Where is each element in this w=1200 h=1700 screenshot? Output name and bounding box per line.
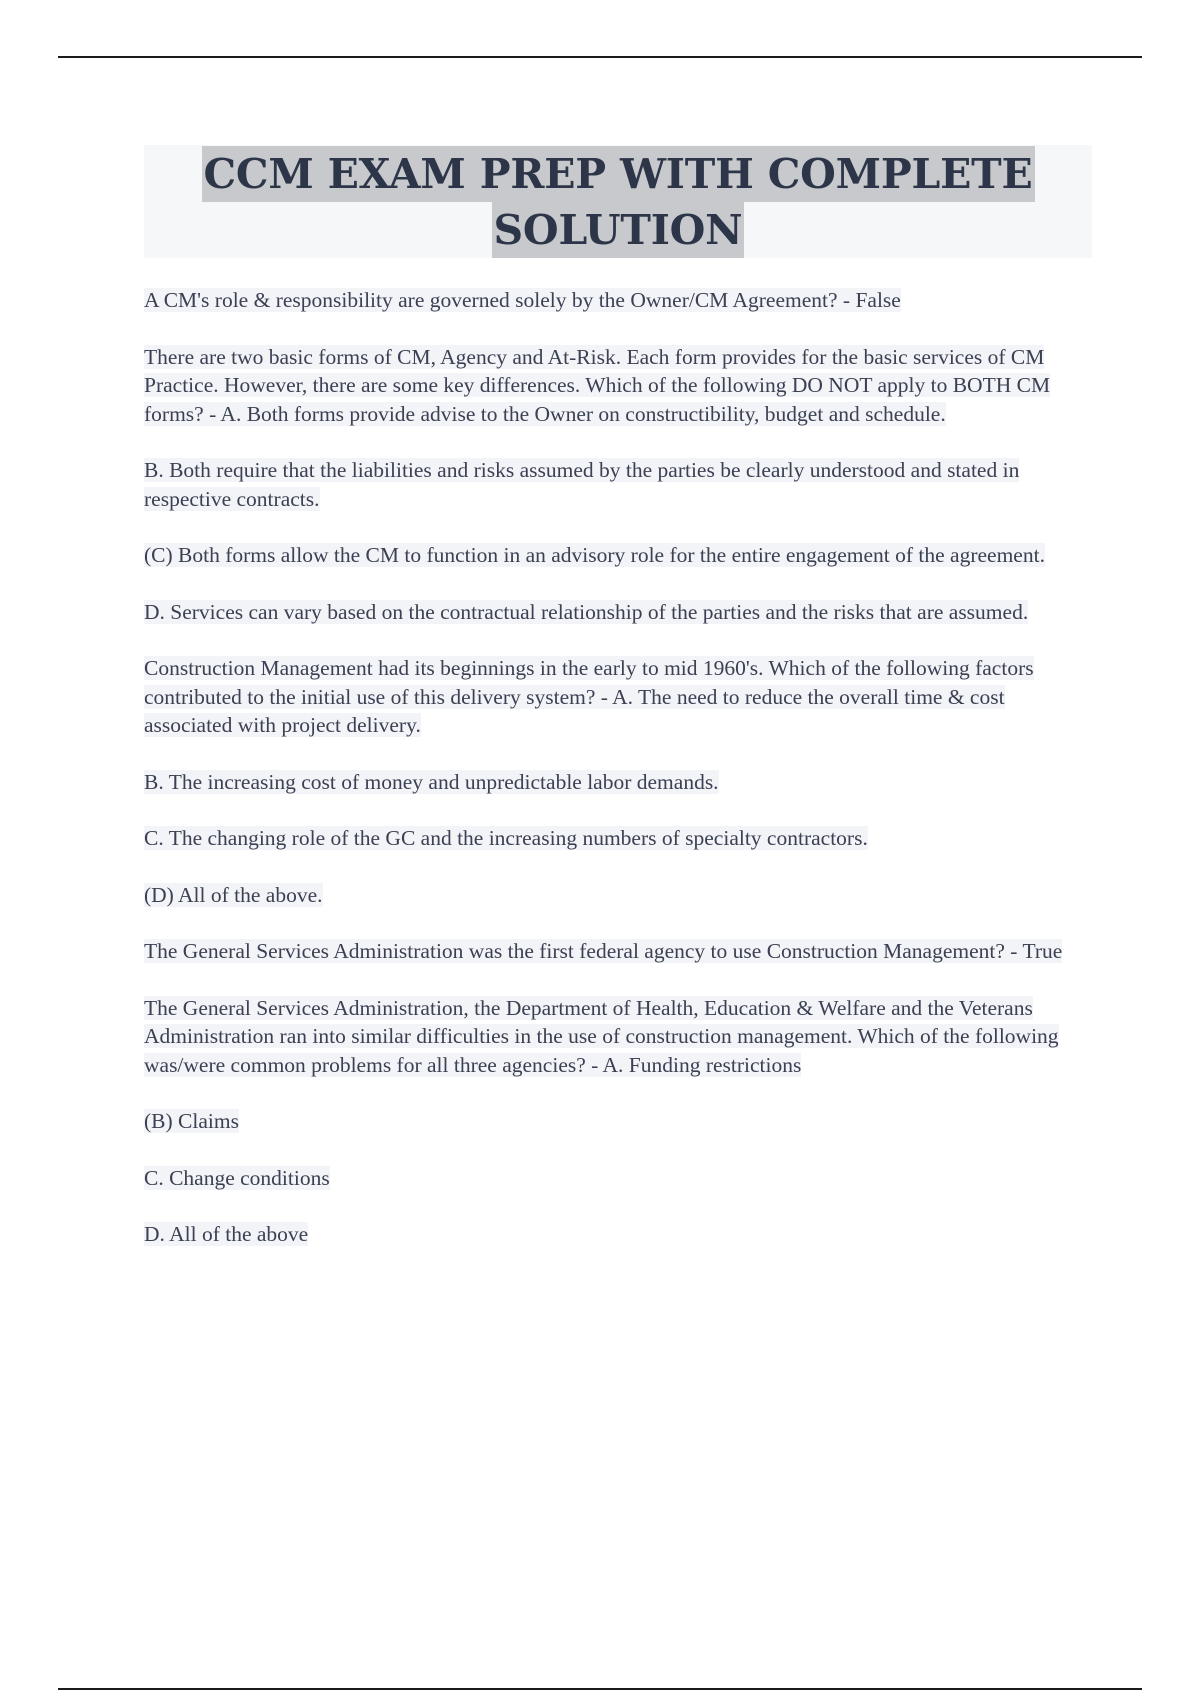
document-title-line-1: CCM EXAM PREP WITH COMPLETE — [202, 146, 1035, 202]
paragraph-text: The General Services Administration was the first federal agency to use Construction Management? - True — [144, 939, 1063, 963]
paragraph — [144, 768, 1084, 797]
paragraph-text: (D) All of the above. — [144, 882, 323, 907]
paragraph-text: B. Both require that the liabilities and risks assumed by the parties be clearly understood and stated in respective contracts. — [144, 458, 1020, 511]
paragraph — [144, 343, 1084, 429]
paragraph — [144, 1107, 1084, 1136]
paragraph — [144, 541, 1084, 570]
paragraph — [144, 598, 1084, 627]
paragraph — [144, 654, 1084, 740]
paragraph-text: D. All of the above — [144, 1222, 309, 1246]
title-banner — [144, 145, 1092, 258]
paragraph — [144, 1220, 1084, 1249]
paragraph — [144, 824, 1084, 853]
paragraph — [144, 937, 1084, 966]
header-rule — [58, 56, 1142, 58]
paragraph-text: D. Services can vary based on the contractual relationship of the parties and the risks that are assumed. — [144, 599, 1029, 624]
document-title-line-2: SOLUTION — [492, 202, 745, 258]
paragraph-text: B. The increasing cost of money and unpredictable labor demands. — [144, 769, 719, 794]
paragraph-text: A CM's role & responsibility are governed solely by the Owner/CM Agreement? - False — [144, 288, 901, 312]
paragraph-text: C. The changing role of the GC and the increasing numbers of specialty contractors. — [144, 826, 868, 850]
paragraph — [144, 1164, 1084, 1193]
paragraph-text: Construction Management had its beginnings in the early to mid 1960's. Which of the following factors contributed to the initial use of this delivery system? - A. The need to reduce the overall time & cost associated with project delivery. — [144, 656, 1034, 737]
paragraph — [144, 456, 1084, 513]
paragraph-text: (B) Claims — [144, 1109, 239, 1133]
paragraph — [144, 994, 1084, 1080]
paragraph-text: There are two basic forms of CM, Agency and At-Risk. Each form provides for the basic services of CM Practice. However, there are some key differences. Which of the following DO NOT apply to BOTH CM forms? - A. Both forms provide advise to the Owner on constructibility, budget and schedule. — [144, 344, 1051, 426]
footer-rule — [58, 1688, 1142, 1690]
paragraph-text: C. Change conditions — [144, 1165, 330, 1190]
paragraph — [144, 881, 1084, 910]
document-body — [144, 286, 1084, 1277]
paragraph-text: (C) Both forms allow the CM to function in an advisory role for the entire engagement of the agreement. — [144, 543, 1045, 567]
paragraph — [144, 286, 1084, 315]
paragraph-text: The General Services Administration, the Department of Health, Education & Welfare and the Veterans Administration ran into similar difficulties in the use of construction management. Which of the following was/were common problems for all three agencies? - A. Funding restrictions — [144, 995, 1059, 1077]
